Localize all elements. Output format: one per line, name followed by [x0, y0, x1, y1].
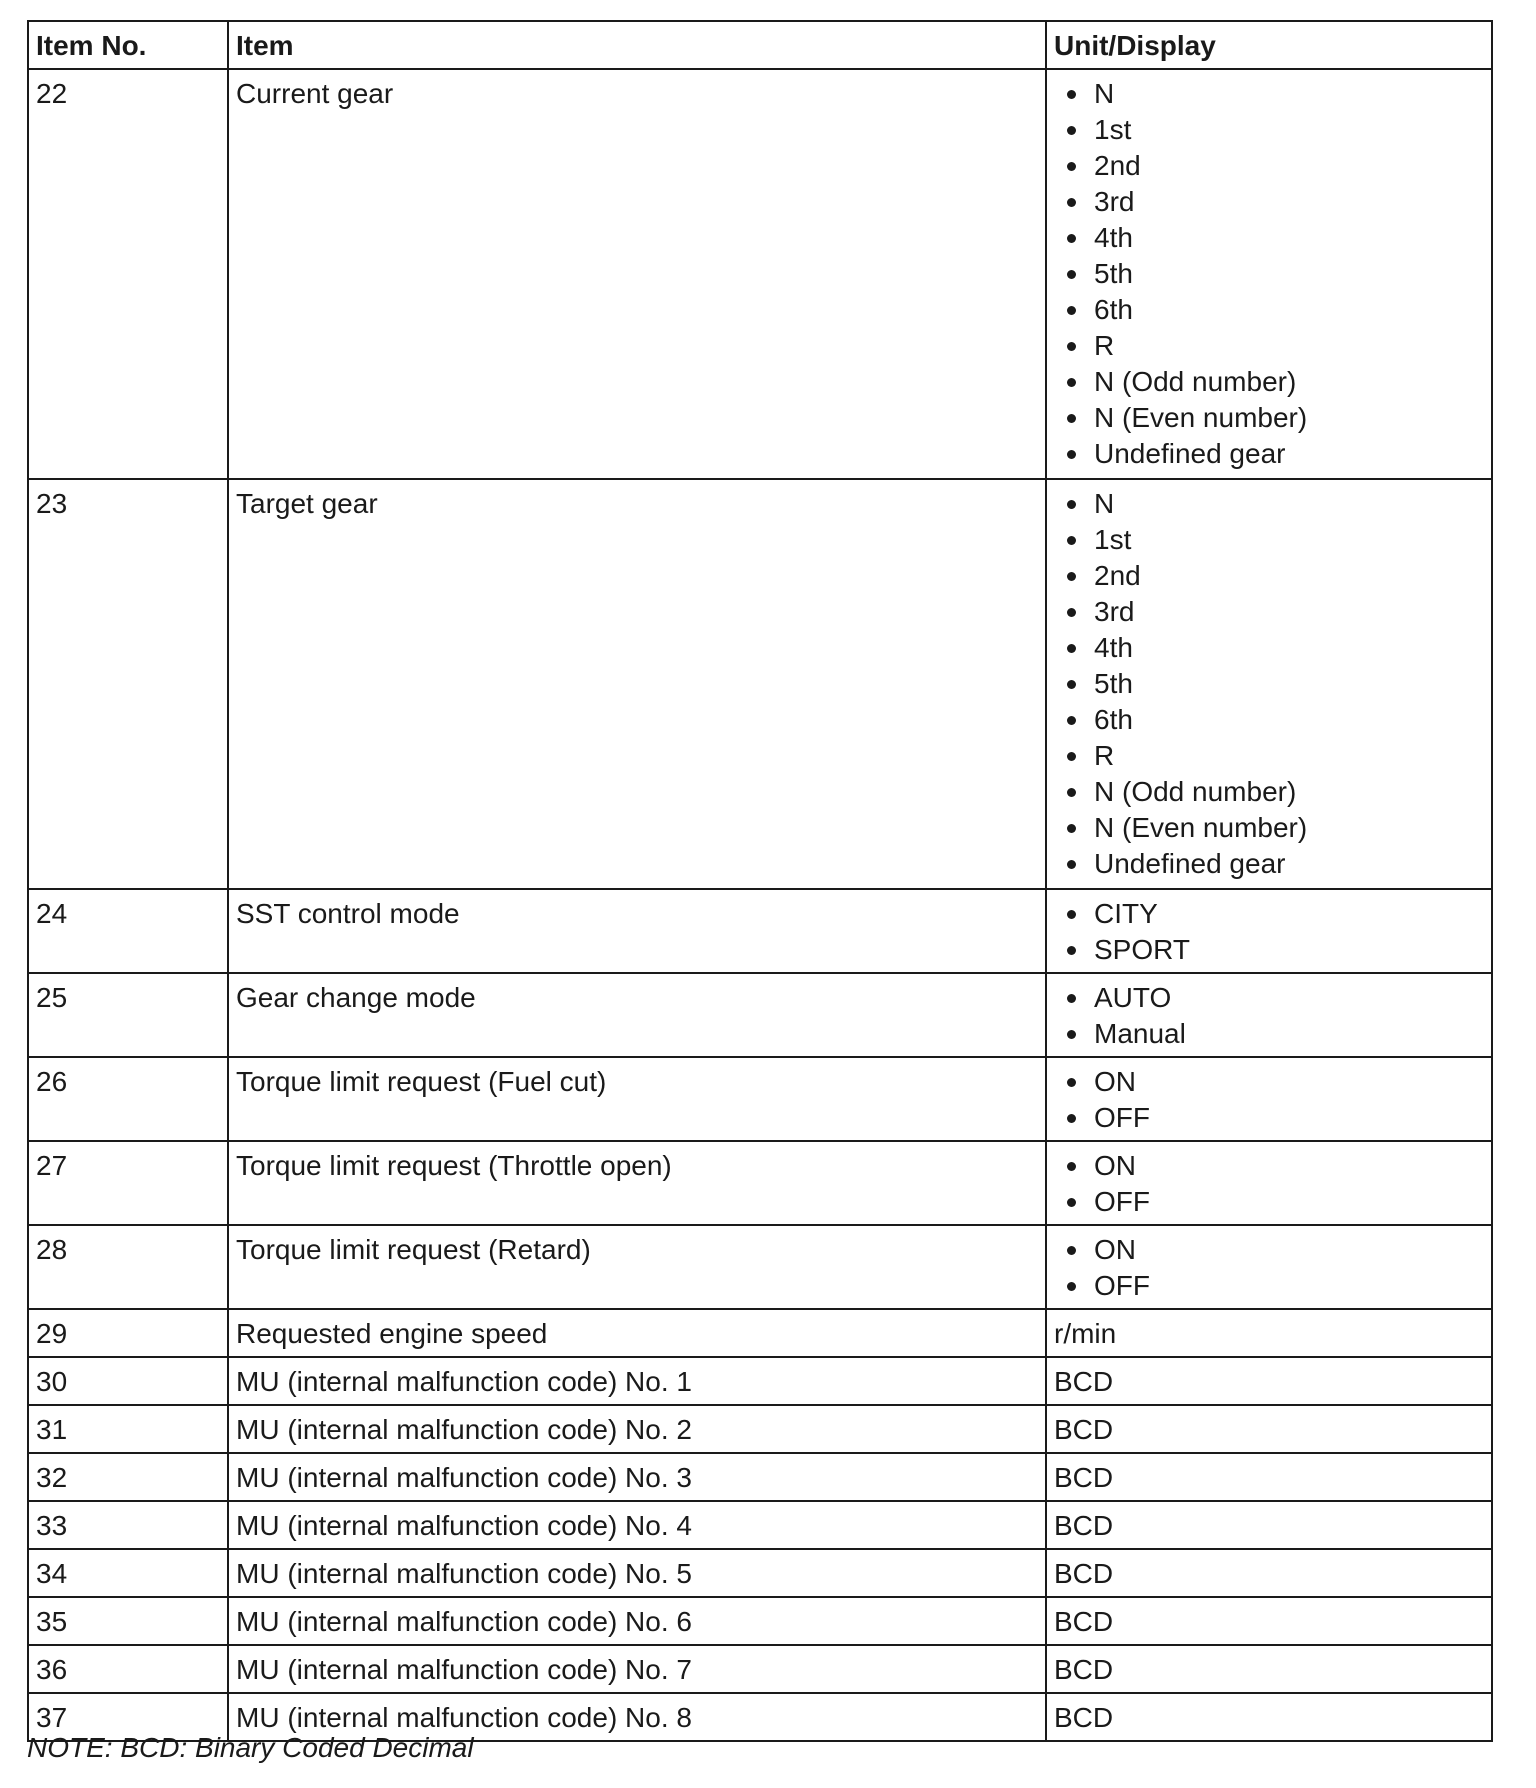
table-row [28, 889, 1492, 973]
bullet-icon [1067, 1030, 1076, 1039]
bullet-icon [1067, 946, 1076, 955]
item-number-cell: 26 [28, 1057, 228, 1141]
list-item [1054, 328, 1484, 364]
option-label: N (Odd number) [1094, 776, 1297, 807]
unit-display-cell: r/min [1046, 1309, 1492, 1357]
bullet-icon [1067, 378, 1076, 387]
bullet-icon [1067, 342, 1076, 351]
list-item [1054, 810, 1484, 846]
bullet-icon [1067, 608, 1076, 617]
option-label: Manual [1094, 1018, 1186, 1049]
item-number-cell: 22 [28, 69, 228, 479]
option-label: 6th [1094, 704, 1133, 735]
list-item [1054, 364, 1484, 400]
list-item [1054, 1064, 1484, 1100]
bullet-icon [1067, 162, 1076, 171]
option-label: 1st [1094, 524, 1132, 555]
item-number-cell: 28 [28, 1225, 228, 1309]
item-number-cell: 37 [28, 1693, 228, 1741]
bullet-icon [1067, 994, 1076, 1003]
item-name-cell: Current gear [228, 69, 1046, 479]
bullet-icon [1067, 910, 1076, 919]
bullet-icon [1067, 572, 1076, 581]
option-label: Undefined gear [1094, 438, 1286, 469]
bullet-icon [1067, 644, 1076, 653]
option-label: 3rd [1094, 186, 1135, 217]
option-label: N [1094, 488, 1115, 519]
bullet-icon [1067, 234, 1076, 243]
unit-display-cell: BCD [1046, 1549, 1492, 1597]
bullet-icon [1067, 500, 1076, 509]
option-label: ON [1094, 1150, 1136, 1181]
item-name-cell: Torque limit request (Retard) [228, 1225, 1046, 1309]
table-body [28, 69, 1492, 1741]
list-item [1054, 220, 1484, 256]
item-name-cell: Torque limit request (Fuel cut) [228, 1057, 1046, 1141]
unit-display-cell [1046, 1141, 1492, 1225]
list-item [1054, 436, 1484, 472]
unit-display-cell: BCD [1046, 1405, 1492, 1453]
item-name-cell: Requested engine speed [228, 1309, 1046, 1357]
list-item [1054, 846, 1484, 882]
table-row [28, 1057, 1492, 1141]
unit-display-cell [1046, 973, 1492, 1057]
list-item [1054, 522, 1484, 558]
unit-display-cell: BCD [1046, 1597, 1492, 1645]
item-name-cell: MU (internal malfunction code) No. 2 [228, 1405, 1046, 1453]
item-name-cell: MU (internal malfunction code) No. 6 [228, 1597, 1046, 1645]
bullet-icon [1067, 270, 1076, 279]
unit-display-cell: BCD [1046, 1693, 1492, 1741]
display-options-list [1054, 896, 1484, 968]
bullet-icon [1067, 716, 1076, 725]
list-item [1054, 148, 1484, 184]
bullet-icon [1067, 1282, 1076, 1291]
option-label: N (Odd number) [1094, 366, 1297, 397]
item-number-cell: 33 [28, 1501, 228, 1549]
option-label: 4th [1094, 632, 1133, 663]
data-list-sheet [27, 20, 1491, 1742]
list-item [1054, 112, 1484, 148]
table-row [28, 479, 1492, 889]
list-item [1054, 702, 1484, 738]
item-number-cell: 27 [28, 1141, 228, 1225]
bullet-icon [1067, 752, 1076, 761]
bullet-icon [1067, 1162, 1076, 1171]
unit-display-cell [1046, 1225, 1492, 1309]
option-label: N (Even number) [1094, 402, 1308, 433]
display-options-list [1054, 1232, 1484, 1304]
unit-display-cell [1046, 69, 1492, 479]
bullet-icon [1067, 1198, 1076, 1207]
item-name-cell: MU (internal malfunction code) No. 3 [228, 1453, 1046, 1501]
header-unit-display: Unit/Display [1046, 21, 1492, 69]
option-label: 4th [1094, 222, 1133, 253]
item-name-cell: MU (internal malfunction code) No. 5 [228, 1549, 1046, 1597]
unit-display-cell: BCD [1046, 1357, 1492, 1405]
list-item [1054, 1100, 1484, 1136]
table-row [28, 1597, 1492, 1645]
list-item [1054, 184, 1484, 220]
item-name-cell: MU (internal malfunction code) No. 8 [228, 1693, 1046, 1741]
list-item [1054, 896, 1484, 932]
item-number-cell: 36 [28, 1645, 228, 1693]
bullet-icon [1067, 1078, 1076, 1087]
bullet-icon [1067, 536, 1076, 545]
option-label: AUTO [1094, 982, 1172, 1013]
display-options-list [1054, 980, 1484, 1052]
item-number-cell: 24 [28, 889, 228, 973]
list-item [1054, 400, 1484, 436]
list-item [1054, 594, 1484, 630]
list-item [1054, 292, 1484, 328]
option-label: CITY [1094, 898, 1158, 929]
item-name-cell: Target gear [228, 479, 1046, 889]
list-item [1054, 1016, 1484, 1052]
table-row [28, 1645, 1492, 1693]
header-item: Item [228, 21, 1046, 69]
option-label: 3rd [1094, 596, 1135, 627]
list-item [1054, 980, 1484, 1016]
display-options-list [1054, 76, 1484, 472]
option-label: 2nd [1094, 560, 1141, 591]
list-item [1054, 1268, 1484, 1304]
table-row [28, 1549, 1492, 1597]
item-number-cell: 31 [28, 1405, 228, 1453]
list-item [1054, 1148, 1484, 1184]
table-row [28, 1405, 1492, 1453]
option-label: ON [1094, 1066, 1136, 1097]
table-row [28, 1453, 1492, 1501]
list-item [1054, 630, 1484, 666]
list-item [1054, 76, 1484, 112]
item-number-cell: 35 [28, 1597, 228, 1645]
table-row [28, 1225, 1492, 1309]
option-label: 5th [1094, 258, 1133, 289]
list-item [1054, 932, 1484, 968]
bullet-icon [1067, 414, 1076, 423]
display-options-list [1054, 486, 1484, 882]
bullet-icon [1067, 1114, 1076, 1123]
display-options-list [1054, 1064, 1484, 1136]
item-name-cell: Torque limit request (Throttle open) [228, 1141, 1046, 1225]
item-name-cell: Gear change mode [228, 973, 1046, 1057]
list-item [1054, 666, 1484, 702]
bullet-icon [1067, 306, 1076, 315]
item-name-cell: MU (internal malfunction code) No. 7 [228, 1645, 1046, 1693]
list-item [1054, 1184, 1484, 1220]
list-item [1054, 1232, 1484, 1268]
list-item [1054, 774, 1484, 810]
table-header-row [28, 21, 1492, 69]
option-label: N (Even number) [1094, 812, 1308, 843]
option-label: R [1094, 330, 1115, 361]
bullet-icon [1067, 824, 1076, 833]
item-number-cell: 29 [28, 1309, 228, 1357]
unit-display-cell: BCD [1046, 1501, 1492, 1549]
item-number-cell: 23 [28, 479, 228, 889]
unit-display-cell: BCD [1046, 1645, 1492, 1693]
option-label: OFF [1094, 1186, 1150, 1217]
item-number-cell: 32 [28, 1453, 228, 1501]
bullet-icon [1067, 680, 1076, 689]
item-number-cell: 34 [28, 1549, 228, 1597]
unit-display-cell [1046, 889, 1492, 973]
unit-display-cell [1046, 1057, 1492, 1141]
item-name-cell: MU (internal malfunction code) No. 1 [228, 1357, 1046, 1405]
item-name-cell: SST control mode [228, 889, 1046, 973]
bullet-icon [1067, 198, 1076, 207]
table-row [28, 69, 1492, 479]
unit-display-cell: BCD [1046, 1453, 1492, 1501]
header-item-no: Item No. [28, 21, 228, 69]
bullet-icon [1067, 1246, 1076, 1255]
unit-display-cell [1046, 479, 1492, 889]
option-label: 6th [1094, 294, 1133, 325]
item-name-cell: MU (internal malfunction code) No. 4 [228, 1501, 1046, 1549]
bullet-icon [1067, 450, 1076, 459]
bullet-icon [1067, 126, 1076, 135]
footnote: NOTE: BCD: Binary Coded Decimal [27, 1732, 474, 1763]
table-row [28, 1309, 1492, 1357]
option-label: 2nd [1094, 150, 1141, 181]
table-row [28, 1141, 1492, 1225]
list-item [1054, 738, 1484, 774]
data-list-table [27, 20, 1493, 1742]
bullet-icon [1067, 90, 1076, 99]
item-number-cell: 25 [28, 973, 228, 1057]
table-row [28, 1501, 1492, 1549]
option-label: 1st [1094, 114, 1132, 145]
bullet-icon [1067, 788, 1076, 797]
bullet-icon [1067, 860, 1076, 869]
list-item [1054, 558, 1484, 594]
option-label: R [1094, 740, 1115, 771]
option-label: N [1094, 78, 1115, 109]
option-label: OFF [1094, 1102, 1150, 1133]
list-item [1054, 486, 1484, 522]
list-item [1054, 256, 1484, 292]
option-label: OFF [1094, 1270, 1150, 1301]
option-label: 5th [1094, 668, 1133, 699]
option-label: Undefined gear [1094, 848, 1286, 879]
table-row [28, 973, 1492, 1057]
display-options-list [1054, 1148, 1484, 1220]
option-label: ON [1094, 1234, 1136, 1265]
option-label: SPORT [1094, 934, 1190, 965]
table-row [28, 1357, 1492, 1405]
item-number-cell: 30 [28, 1357, 228, 1405]
